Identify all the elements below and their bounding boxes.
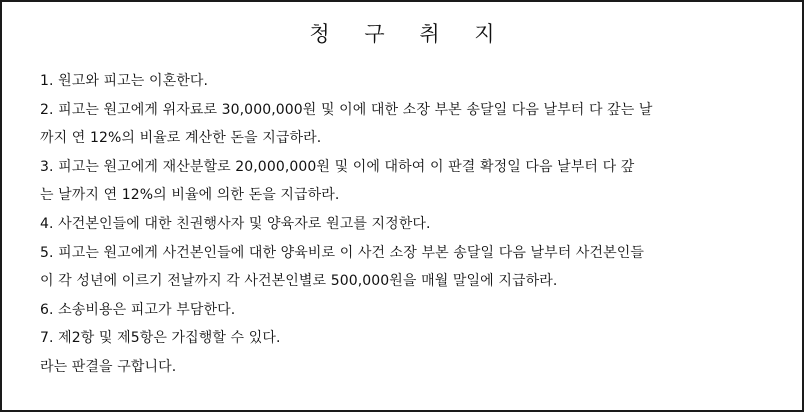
- claim-line-3: 3. 피고는 원고에게 재산분할로 20,000,000원 및 이에 대하여 이 판결 확정일 다음 날부터 다 갚: [40, 158, 635, 175]
- claim-line-5: 5. 피고는 원고에게 사건본인들에 대한 양육비로 이 사건 소장 부본 송달일 다음 날부터 사건본인들: [40, 244, 645, 261]
- claim-line-1: 1. 원고와 피고는 이혼한다.: [40, 73, 208, 89]
- claim-line-2: 2. 피고는 원고에게 위자료로 30,000,000원 및 이에 대한 소장 부본 송달일 다음 날부터 다 갚는 날: [40, 101, 653, 118]
- claim-line-7: 7. 제2항 및 제5항은 가집행할 수 있다.: [40, 330, 281, 347]
- claim-line-6: 6. 소송비용은 피고가 부담한다.: [40, 301, 236, 318]
- claim-line-2-cont: 까지 연 12%의 비율로 계산한 돈을 지급하라.: [40, 130, 322, 147]
- claim-line-5-cont: 이 각 성년에 이르기 전날까지 각 사건본인별로 500,000원을 매월 말일에 지급하라.: [40, 273, 558, 290]
- claim-lines: [40, 67, 780, 382]
- claim-line-4: 4. 사건본인들에 대한 친권행사자 및 양육자로 원고를 지정한다.: [40, 215, 431, 232]
- document-title: 청 구 취 지: [309, 22, 509, 46]
- claim-line-3-cont: 는 날까지 연 12%의 비율에 의한 돈을 지급하라.: [40, 187, 340, 204]
- closing-line: 라는 판결을 구합니다.: [40, 358, 177, 375]
